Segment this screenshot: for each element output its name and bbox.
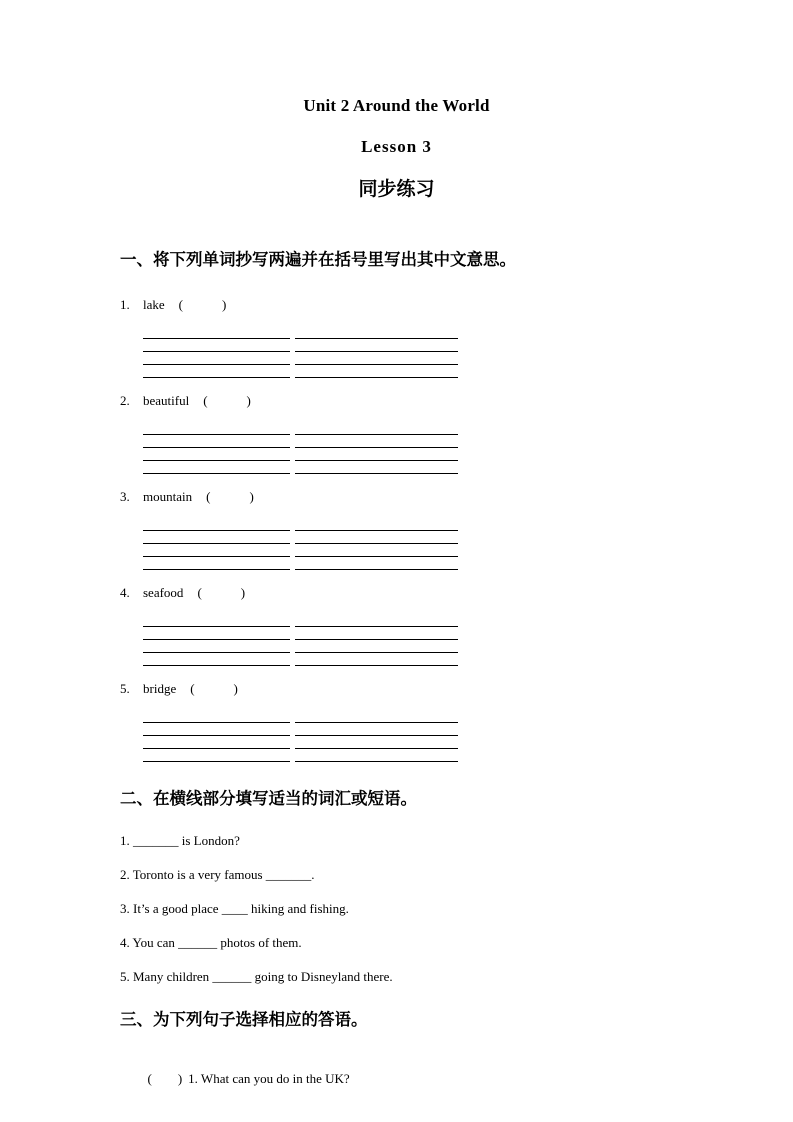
writing-line xyxy=(143,340,290,352)
writing-line xyxy=(295,532,458,544)
word-text: seafood xyxy=(143,585,184,600)
word-text: bridge xyxy=(143,681,177,696)
choice-item xyxy=(128,1055,693,1103)
writing-line xyxy=(295,340,458,352)
writing-line xyxy=(143,750,290,762)
word-item xyxy=(120,489,693,571)
meaning-parentheses: ( ) xyxy=(190,681,238,696)
writing-line xyxy=(143,615,290,627)
writing-line xyxy=(143,353,290,365)
writing-line xyxy=(143,641,290,653)
writing-line xyxy=(295,711,458,723)
writing-line xyxy=(295,462,458,474)
fill-blank-item: 4. You can ______ photos of them. xyxy=(120,935,302,950)
lesson-title: Lesson 3 xyxy=(361,137,432,156)
fill-blank-item: 3. It’s a good place ____ hiking and fishing. xyxy=(120,901,349,916)
writing-line xyxy=(295,654,458,666)
section-1-heading: 一、将下列单词抄写两遍并在括号里写出其中文意思。 xyxy=(120,250,516,269)
writing-line xyxy=(295,436,458,448)
meaning-parentheses: ( ) xyxy=(206,489,254,504)
writing-line xyxy=(143,628,290,640)
writing-line xyxy=(295,519,458,531)
writing-line xyxy=(143,737,290,749)
header xyxy=(0,0,793,201)
writing-line xyxy=(295,366,458,378)
writing-lines xyxy=(143,423,459,475)
word-item xyxy=(120,393,693,475)
writing-line xyxy=(143,532,290,544)
writing-line xyxy=(143,519,290,531)
word-text: mountain xyxy=(143,489,193,504)
item-number: 1. xyxy=(120,297,130,312)
fill-blank-item: 5. Many children ______ going to Disneyland there. xyxy=(120,969,393,984)
writing-lines xyxy=(143,519,459,571)
section-2-heading: 二、在横线部分填写适当的词汇或短语。 xyxy=(120,789,417,808)
writing-line xyxy=(143,423,290,435)
fill-blank-item: 1. _______ is London? xyxy=(120,833,240,848)
writing-lines xyxy=(143,615,459,667)
word-item xyxy=(120,297,693,379)
word-item xyxy=(120,681,693,763)
content xyxy=(0,246,793,1103)
word-row xyxy=(120,681,693,695)
meaning-parentheses: ( ) xyxy=(178,297,227,312)
writing-line xyxy=(143,449,290,461)
writing-line xyxy=(295,545,458,557)
writing-line xyxy=(295,449,458,461)
writing-line xyxy=(295,558,458,570)
item-number: 2. xyxy=(120,393,130,408)
writing-line xyxy=(295,615,458,627)
word-row xyxy=(120,297,693,311)
meaning-parentheses: ( ) xyxy=(203,393,251,408)
exercise-subtitle: 同步练习 xyxy=(358,178,435,200)
writing-line xyxy=(295,641,458,653)
word-item xyxy=(120,585,693,667)
item-number: 4. xyxy=(120,585,130,600)
writing-line xyxy=(295,423,458,435)
choice-text: 1. What can you do in the UK? xyxy=(188,1071,350,1086)
word-row xyxy=(120,393,693,407)
writing-line xyxy=(295,353,458,365)
writing-line xyxy=(143,724,290,736)
word-text: beautiful xyxy=(143,393,190,408)
writing-line xyxy=(295,724,458,736)
fill-blank-item: 2. Toronto is a very famous _______. xyxy=(120,867,315,882)
writing-line xyxy=(143,654,290,666)
item-number: 3. xyxy=(120,489,130,504)
writing-line xyxy=(295,737,458,749)
writing-line xyxy=(295,327,458,339)
word-row xyxy=(120,489,693,503)
section-3-heading: 三、为下列句子选择相应的答语。 xyxy=(120,1010,368,1029)
writing-line xyxy=(295,628,458,640)
page-title: Unit 2 Around the World xyxy=(303,96,490,115)
writing-line xyxy=(143,436,290,448)
word-row xyxy=(120,585,693,599)
writing-line xyxy=(143,462,290,474)
writing-line xyxy=(143,366,290,378)
item-number: 5. xyxy=(120,681,130,696)
answer-parentheses: ( ) xyxy=(147,1071,183,1086)
word-text: lake xyxy=(143,297,165,312)
writing-line xyxy=(295,750,458,762)
writing-line xyxy=(143,545,290,557)
writing-line xyxy=(143,558,290,570)
writing-line xyxy=(143,711,290,723)
writing-lines xyxy=(143,711,459,763)
meaning-parentheses: ( ) xyxy=(197,585,246,600)
writing-lines xyxy=(143,327,459,379)
writing-line xyxy=(143,327,290,339)
